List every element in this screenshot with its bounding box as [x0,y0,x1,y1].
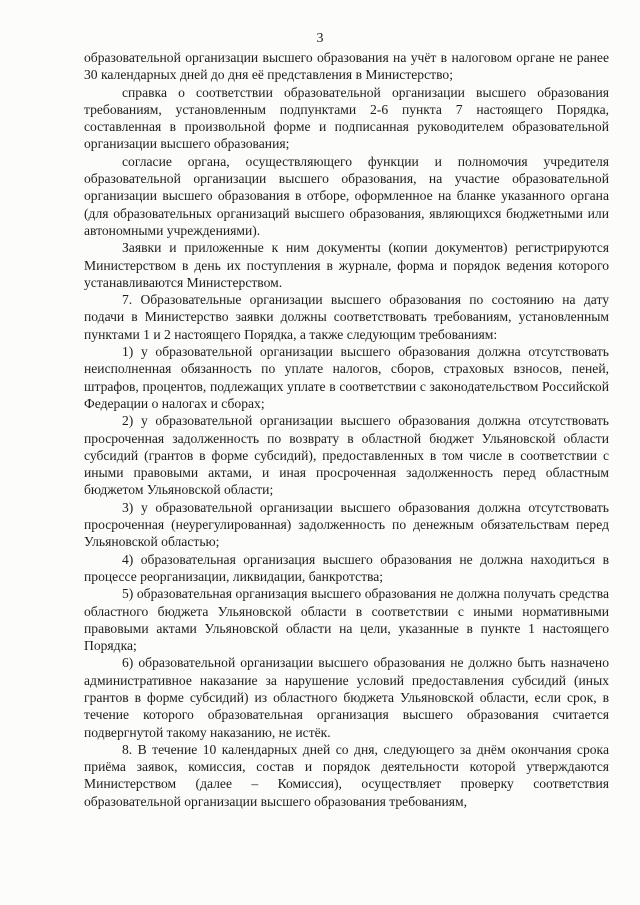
paragraph-section-8: 8. В течение 10 календарных дней со дня, следующего за днём окончания срока приёма заявок, комиссия, состав и порядок деятельности которой утверждаются Министерством (далее – Комиссия), осуществляет проверку соответствия образовательной организации высшего образования требованиям, [84,741,609,809]
paragraph-requirement-6: 6) образовательной организации высшего образования не должно быть назначено административное наказание за нарушение условий предоставления субсидий (иных грантов в форме субсидий) из областного бюджета Ульяновской области, если срок, в течение которого образовательная организация высшего образования считается подвергнутой такому наказанию, не истёк. [84,655,609,740]
document-body [84,49,609,810]
paragraph-continuation: образовательной организации высшего образования на учёт в налоговом органе не ранее 30 календарных дней до дня её представления в Министерство; [84,50,609,83]
paragraph-founder-consent: согласие органа, осуществляющего функции и полномочия учредителя образовательной организации высшего образования, на участие образовательной организации высшего образования в отборе, оформленное на бланке указанного органа (для образовательных организаций высшего образования, являющихся бюджетными или автономными учреждениями). [84,153,609,238]
paragraph-compliance-certificate: справка о соответствии образовательной организации высшего образования требованиям, установленным подпунктами 2-6 пункта 7 настоящего Порядка, составленная в произвольной форме и подписанная руководителем образовательной организации высшего образования; [84,84,609,152]
paragraph-requirement-1: 1) у образовательной организации высшего образования должна отсутствовать неисполненная обязанность по уплате налогов, сборов, страховых взносов, пеней, штрафов, процентов, подлежащих уплате в соответствии с законодательством Российской Федерации о налогах и сборах; [84,344,609,411]
paragraph-requirement-5: 5) образовательная организация высшего образования не должна получать средства областного бюджета Ульяновской области в соответствии с иными нормативными правовыми актами Ульяновской области на цели, указанные в пункте 1 настоящего Порядка; [84,586,609,654]
paragraph-requirement-4: 4) образовательная организация высшего образования не должна находиться в процессе реорганизации, ликвидации, банкротства; [84,551,609,584]
paragraph-registration: Заявки и приложенные к ним документы (копии документов) регистрируются Министерством в день их поступления в журнале, форма и порядок ведения которого устанавливаются Министерством. [84,240,609,290]
paragraph-requirement-2: 2) у образовательной организации высшего образования должна отсутствовать просроченная задолженность по возврату в областной бюджет Ульяновской области субсидий (грантов в форме субсидий), предоставленных в том числе в соответствии с иными правовыми актами, и иная просроченная задолженность перед областным бюджетом Ульяновской области; [84,413,609,498]
paragraph-section-7: 7. Образовательные организации высшего образования по состоянию на дату подачи в Министерство заявки должны соответствовать требованиям, установленным пунктами 1 и 2 настоящего Порядка, а также следующим требованиям: [84,292,609,342]
page-number: 3 [316,31,324,46]
paragraph-requirement-3: 3) у образовательной организации высшего образования должна отсутствовать просроченная (неурегулированная) задолженность по денежным обязательствам перед Ульяновской областью; [84,499,609,550]
